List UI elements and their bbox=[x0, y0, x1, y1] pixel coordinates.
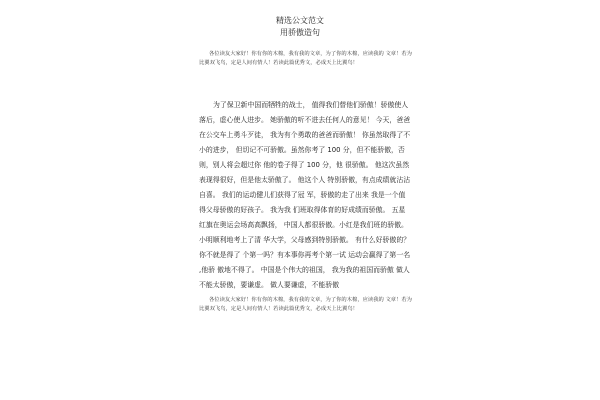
doc-title: 用骄傲造句 bbox=[280, 28, 320, 37]
reader-notice-bottom: 各位读友大家好！你有你的木棉，我有我的文章，为了你的木棉，应读我的 文章！若为比翼双飞鸟，定是人间有情人！若读此篇优秀文，必成天上比翼鸟！ bbox=[199, 297, 412, 312]
article-body: 为了保卫新中国而牺牲的战士， 值得我们替他们骄傲！骄傲使人落后，虚心使人进步。 她骄傲的听不进去任何人的意见！ 今天，爸爸在公交车上勇斗歹徒， 我为有个勇敢的爸爸而骄傲！ 你虽然取得了不小的进步， 但切记不可骄傲。虽然你考了 100 分，但不能骄傲，否则，别人将会超过你 他的卷子得了 100 分，他 很骄傲。 他这次虽然表现得很好，但是他太骄傲了。 他这个人 特别骄傲，有点成绩就沾沾自喜。 我们的运动健儿们获得了冠 军，骄傲的走了出来 我是一个值得父母骄傲的好孩子。 我为我 们班取得体育的好成绩而骄傲。 五星红旗在奥运会场高高飘扬， 中国人都很骄傲。小红是我们班的骄傲。 小明顺利地考上了清 华大学，父母感到特别骄傲。 有什么好骄傲的？你不就是得了 个第一吗？有本事你再考个第一试 运动会赢得了第一名 ,他骄 傲地不得了。 中国是个伟大的祖国， 我为我的祖国而骄傲 做人 不能太骄傲，要谦虚。 做人要谦虚，不能骄傲 bbox=[199, 101, 411, 289]
reader-notice-top: 各位读友大家好！你有你的木棉，我有我的文章，为了你的木棉，应读我的 文章！若为比翼双飞鸟，定是人间有情人！若读此篇优秀文，必成天上比翼鸟！ bbox=[199, 51, 412, 66]
doc-category-title: 精选公文范文 bbox=[276, 16, 324, 25]
